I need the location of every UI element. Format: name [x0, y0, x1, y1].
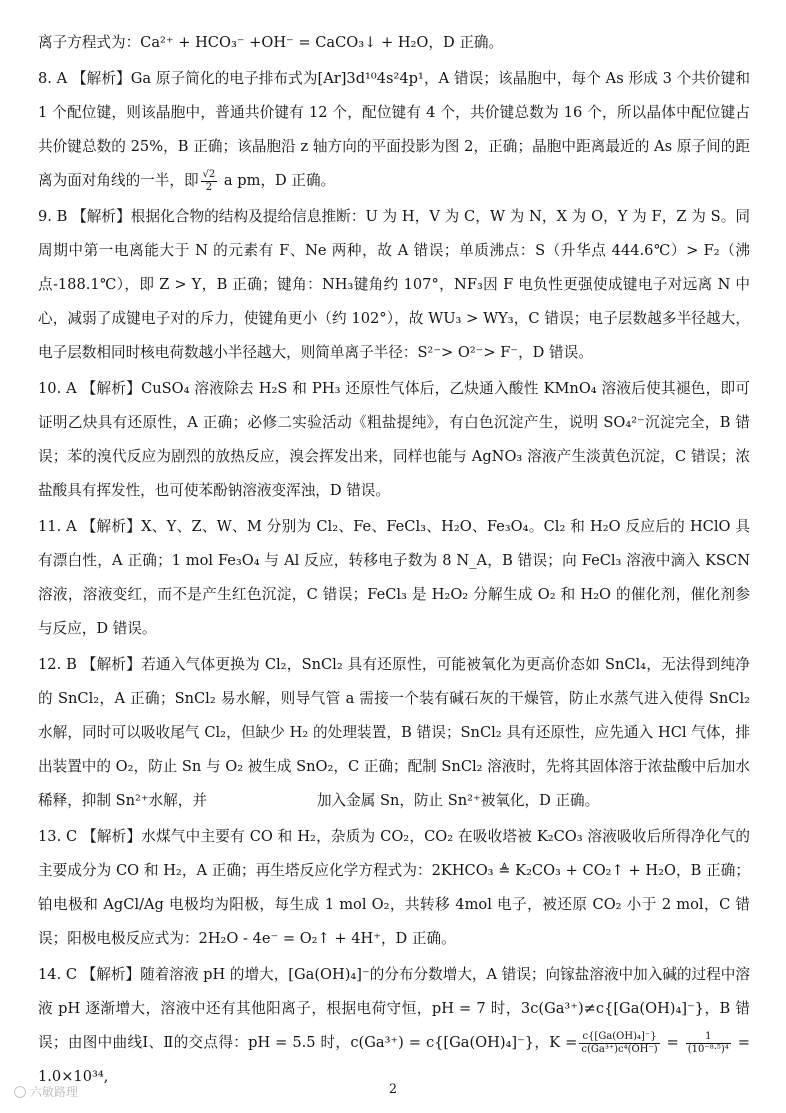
paragraph-12 — [38, 648, 750, 818]
paragraph-14-text: 14. C 【解析】随着溶液 pH 的增大，[Ga(OH)₄]⁻的分布分数增大，A 错误；向镓盐溶液中加入碱的过程中溶液 pH 逐渐增大，溶液中还有其他阳离子，根据电荷守恒，pH = 7 时，3c(Ga³⁺)≠c{[Ga(OH)₄]⁻}，B 错误；由图中曲线Ⅰ、Ⅱ的交点得：pH = 5.5 时，c(Ga³⁺) = c{[Ga(OH)₄]⁻}，K = — [38, 966, 750, 1051]
sqrt2-over-2-fraction: $\frac{√2}{2}$ — [202, 168, 216, 193]
paragraph-11: 11. A 【解析】X、Y、Z、W、M 分别为 Cl₂、Fe、FeCl₃、H₂O、Fe₃O₄。Cl₂ 和 H₂O 反应后的 HClO 具有漂白性，A 正确；1 mol Fe₃O₄ 与 Al 反应，转移电子数为 8 N_A，B 错误；向 FeCl₃ 溶液中滴入 KSCN 溶液，溶液变红，而不是产生红色沉淀，C 错误；FeCl₃ 是 H₂O₂ 分解生成 O₂ 和 H₂O 的催化剂，催化剂参与反应，D 错误。 — [38, 518, 750, 637]
paragraph-12-text: 12. B 【解析】若通入气体更换为 Cl₂，SnCl₂ 具有还原性，可能被氧化为更高价态如 SnCl₄，无法得到纯净的 SnCl₂，A 正确；SnCl₂ 易水解，则导气管 a 需接一个装有碱石灰的干燥管，防止水蒸气进入使得 SnCl₂ 水解，同时可以吸收尾气 Cl₂，但缺少 H₂ 的处理装置，B 错误；SnCl₂ 具有还原性，应先通入 HCl 气体，排出装置中的 O₂，防止 Sn 与 O₂ 被生成 SnO₂，C 正确；配制 SnCl₂ 溶液时，先将其固体溶于浓盐酸中后加水稀释，抑制 Sn²⁺水解，并 — [38, 656, 750, 809]
paragraph-10: 10. A 【解析】CuSO₄ 溶液除去 H₂S 和 PH₃ 还原性气体后，乙炔通入酸性 KMnO₄ 溶液后使其褪色，即可证明乙炔具有还原性，A 正确；必修二实验活动《粗盐提纯》，有白色沉淀产生，说明 SO₄²⁻沉淀完全，B 错误；苯的溴代反应为剧烈的放热反应，溴会挥发出来，同样也能与 AgNO₃ 溶液产生淡黄色沉淀，C 错误；浓盐酸具有挥发性，也可使苯酚钠溶液变浑浊，D 错误。 — [38, 380, 750, 499]
watermark: 六敏路理 — [14, 1084, 78, 1100]
paragraph-14: 14. C 【解析】随着溶液 pH 的增大，[Ga(OH)₄]⁻的分布分数增大，A 错误；向镓盐溶液中加入碱的过程中溶液 pH 逐渐增大，溶液中还有其他阳离子，根据电荷守恒，pH = 7 时，3c(Ga³⁺)≠c{[Ga(OH)₄]⁻}，B 错误；由图中曲线Ⅰ、Ⅱ的交点得：pH = 5.5 时，c(Ga³⁺) = c{[Ga(OH)₄]⁻}，K = $\frac{\text{c\{[Ga(OH)₄]⁻\}}}{\text{c(Ga³⁺)c⁴(OH⁻)}}$ = $\frac{1}{\text{(10⁻⁸·⁵)⁴}}$ = 1.0×10³⁴, — [38, 966, 750, 1085]
paragraph-13: 13. C 【解析】水煤气中主要有 CO 和 H₂，杂质为 CO₂，CO₂ 在吸收塔被 K₂CO₃ 溶液吸收后所得净化气的主要成分为 CO 和 H₂，A 正确；再生塔反应化学方程式为：2KHCO₃ ≜ K₂CO₃ + CO₂↑ + H₂O，B 正确；铂电极和 AgCl/Ag 电极均为阳极，每生成 1 mol O₂，共转移 4mol 电子，被还原 CO₂ 小于 2 mol，C 错误；阳极电极反应式为：2H₂O - 4e⁻ = O₂↑ + 4H⁺，D 正确。 — [38, 828, 750, 947]
page-number: 2 — [388, 1082, 398, 1097]
paragraph-12-tail: 加入金属 Sn，防止 Sn²⁺被氧化，D 正确。 — [316, 792, 600, 809]
paragraph-8-text: 8. A 【解析】Ga 原子简化的电子排布式为[Ar]3d¹⁰4s²4p¹，A 错误；该晶胞中，每个 As 形成 3 个共价键和 1 个配位键，则该晶胞中，普通共价键有 12 个，配位键有 4 个，共价键总数为 16 个，所以晶体中配位键占共价键总数的 25%，B 正确；该晶胞沿 z 轴方向的平面投影为图 2，正确；晶胞中距离最近的 As 原子间的距离为面对角线的一半，即 — [38, 70, 750, 189]
paragraph-8 — [38, 62, 750, 198]
document-body — [38, 26, 750, 1096]
paragraph-7-end: 离子方程式为：Ca²⁺ + HCO₃⁻ +OH⁻ = CaCO₃↓ + H₂O，D 正确。 — [38, 34, 504, 51]
paragraph-9: 9. B 【解析】根据化合物的结构及提给信息推断：U 为 H，V 为 C，W 为 N，X 为 O，Y 为 F，Z 为 S。同周期中第一电离能大于 N 的元素有 F、Ne 两种，故 A 错误；单质沸点：S（升华点 444.6℃）> F₂（沸点-188.1℃），即 Z > Y，B 正确；键角：NH₃键角约 107°，NF₃因 F 电负性更强使成键电子对远离 N 中心，减弱了成键电子对的斥力，使键角更小（约 102°），故 WU₃ > WY₃，C 错误；电子层数越多半径越大，电子层数相同时核电荷数越小半径越大，则简单离子半径：S²⁻> O²⁻> F⁻，D 错误。 — [38, 208, 750, 361]
k-expression-fraction: $\frac{\text{c\{[Ga(OH)₄]⁻\}}}{\text{c(Ga³⁺)c⁴(OH⁻)}}$ — [581, 1030, 658, 1055]
paragraph-14-tail: = 1.0×10³⁴, — [38, 1034, 750, 1085]
paragraph-8-tail: a pm，D 正确。 — [219, 172, 336, 189]
k-value-fraction: $\frac{1}{\text{(10⁻⁸·⁵)⁴}}$ — [687, 1030, 729, 1055]
